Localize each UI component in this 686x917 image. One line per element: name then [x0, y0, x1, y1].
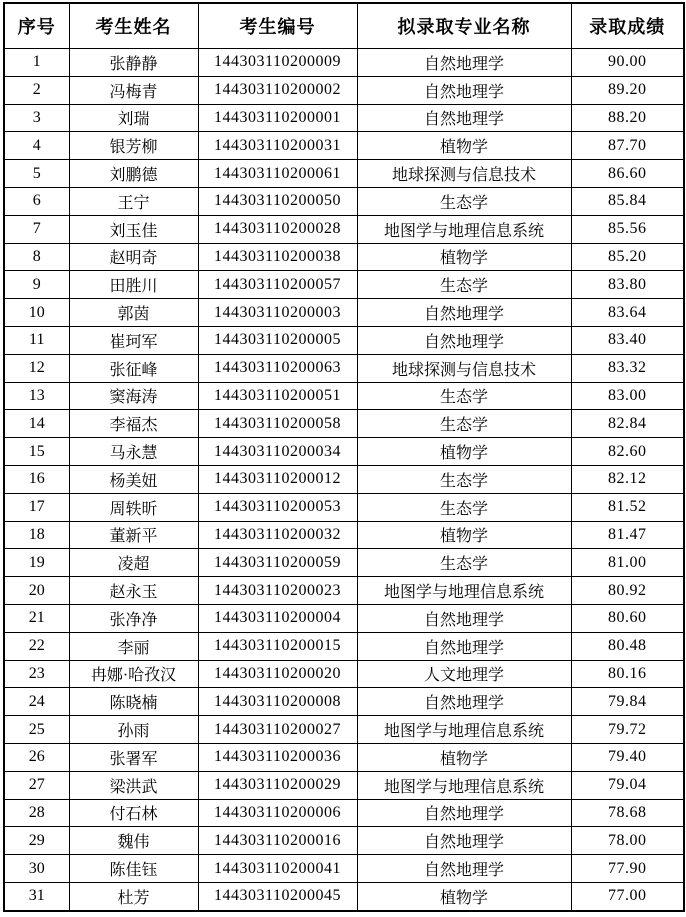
row-index-cell: 22 [4, 632, 69, 660]
candidate-name-cell: 凌超 [69, 549, 198, 577]
row-index-cell: 6 [4, 187, 69, 215]
candidate-name-cell: 刘玉佳 [69, 215, 198, 243]
candidate-id-cell: 144303110200050 [198, 187, 357, 215]
score-cell: 87.70 [571, 132, 684, 160]
row-index-cell: 2 [4, 76, 69, 104]
row-index-cell: 27 [4, 771, 69, 799]
row-index-cell: 17 [4, 493, 69, 521]
candidate-name-cell: 杜芳 [69, 882, 198, 910]
table-row [4, 354, 684, 382]
candidate-id-cell: 144303110200008 [198, 688, 357, 716]
table-header [4, 3, 684, 49]
candidate-id-cell: 144303110200020 [198, 660, 357, 688]
major-cell: 地图学与地理信息系统 [357, 716, 571, 744]
candidate-id-cell: 144303110200012 [198, 465, 357, 493]
column-header-id: 考生编号 [198, 3, 357, 49]
row-index-cell: 30 [4, 855, 69, 883]
major-cell: 生态学 [357, 382, 571, 410]
row-index-cell: 28 [4, 799, 69, 827]
column-header-name: 考生姓名 [69, 3, 198, 49]
score-cell: 77.90 [571, 855, 684, 883]
table-row [4, 132, 684, 160]
table-row [4, 660, 684, 688]
major-cell: 植物学 [357, 132, 571, 160]
table-row [4, 577, 684, 605]
row-index-cell: 10 [4, 299, 69, 327]
candidate-id-cell: 144303110200045 [198, 882, 357, 910]
table-row [4, 855, 684, 883]
major-cell: 植物学 [357, 243, 571, 271]
table-row [4, 799, 684, 827]
major-cell: 生态学 [357, 187, 571, 215]
major-cell: 自然地理学 [357, 632, 571, 660]
table-row [4, 882, 684, 910]
table-row [4, 243, 684, 271]
admission-results-table [3, 2, 685, 912]
score-cell: 86.60 [571, 160, 684, 188]
candidate-name-cell: 马永慧 [69, 438, 198, 466]
candidate-name-cell: 周轶昕 [69, 493, 198, 521]
candidate-id-cell: 144303110200038 [198, 243, 357, 271]
row-index-cell: 9 [4, 271, 69, 299]
candidate-id-cell: 144303110200032 [198, 521, 357, 549]
candidate-name-cell: 李丽 [69, 632, 198, 660]
score-cell: 78.68 [571, 799, 684, 827]
row-index-cell: 11 [4, 326, 69, 354]
score-cell: 78.00 [571, 827, 684, 855]
candidate-name-cell: 银芳柳 [69, 132, 198, 160]
table-row [4, 549, 684, 577]
candidate-name-cell: 刘瑞 [69, 104, 198, 132]
table-row [4, 49, 684, 77]
row-index-cell: 7 [4, 215, 69, 243]
candidate-name-cell: 冯梅青 [69, 76, 198, 104]
score-cell: 85.56 [571, 215, 684, 243]
score-cell: 81.00 [571, 549, 684, 577]
candidate-name-cell: 冉娜·哈孜汉 [69, 660, 198, 688]
candidate-id-cell: 144303110200059 [198, 549, 357, 577]
major-cell: 人文地理学 [357, 660, 571, 688]
major-cell: 地图学与地理信息系统 [357, 215, 571, 243]
score-cell: 88.20 [571, 104, 684, 132]
candidate-name-cell: 赵永玉 [69, 577, 198, 605]
score-cell: 80.48 [571, 632, 684, 660]
candidate-name-cell: 张净净 [69, 604, 198, 632]
score-cell: 80.60 [571, 604, 684, 632]
table-row [4, 604, 684, 632]
column-header-score: 录取成绩 [571, 3, 684, 49]
candidate-id-cell: 144303110200058 [198, 410, 357, 438]
candidate-id-cell: 144303110200015 [198, 632, 357, 660]
table-row [4, 271, 684, 299]
score-cell: 81.47 [571, 521, 684, 549]
candidate-id-cell: 144303110200053 [198, 493, 357, 521]
major-cell: 自然地理学 [357, 799, 571, 827]
row-index-cell: 4 [4, 132, 69, 160]
candidate-name-cell: 张征峰 [69, 354, 198, 382]
row-index-cell: 20 [4, 577, 69, 605]
candidate-name-cell: 张署军 [69, 743, 198, 771]
major-cell: 地球探测与信息技术 [357, 354, 571, 382]
table-row [4, 299, 684, 327]
score-cell: 81.52 [571, 493, 684, 521]
candidate-id-cell: 144303110200004 [198, 604, 357, 632]
major-cell: 植物学 [357, 521, 571, 549]
row-index-cell: 15 [4, 438, 69, 466]
row-index-cell: 5 [4, 160, 69, 188]
major-cell: 地球探测与信息技术 [357, 160, 571, 188]
row-index-cell: 18 [4, 521, 69, 549]
candidate-id-cell: 144303110200031 [198, 132, 357, 160]
candidate-id-cell: 144303110200063 [198, 354, 357, 382]
score-cell: 82.60 [571, 438, 684, 466]
candidate-name-cell: 窦海涛 [69, 382, 198, 410]
candidate-id-cell: 144303110200029 [198, 771, 357, 799]
candidate-id-cell: 144303110200002 [198, 76, 357, 104]
major-cell: 自然地理学 [357, 76, 571, 104]
table-row [4, 493, 684, 521]
candidate-name-cell: 魏伟 [69, 827, 198, 855]
row-index-cell: 12 [4, 354, 69, 382]
candidate-id-cell: 144303110200016 [198, 827, 357, 855]
major-cell: 生态学 [357, 271, 571, 299]
major-cell: 自然地理学 [357, 299, 571, 327]
score-cell: 80.16 [571, 660, 684, 688]
score-cell: 79.40 [571, 743, 684, 771]
candidate-name-cell: 刘鹏德 [69, 160, 198, 188]
table-body [4, 49, 684, 911]
candidate-id-cell: 144303110200001 [198, 104, 357, 132]
candidate-name-cell: 付石林 [69, 799, 198, 827]
major-cell: 生态学 [357, 549, 571, 577]
score-cell: 83.00 [571, 382, 684, 410]
score-cell: 89.20 [571, 76, 684, 104]
candidate-name-cell: 王宁 [69, 187, 198, 215]
major-cell: 生态学 [357, 493, 571, 521]
header-row [4, 3, 684, 49]
row-index-cell: 31 [4, 882, 69, 910]
candidate-name-cell: 陈晓楠 [69, 688, 198, 716]
row-index-cell: 24 [4, 688, 69, 716]
score-cell: 79.72 [571, 716, 684, 744]
candidate-id-cell: 144303110200036 [198, 743, 357, 771]
major-cell: 生态学 [357, 410, 571, 438]
major-cell: 自然地理学 [357, 604, 571, 632]
row-index-cell: 29 [4, 827, 69, 855]
major-cell: 自然地理学 [357, 827, 571, 855]
table-row [4, 438, 684, 466]
candidate-name-cell: 陈佳钰 [69, 855, 198, 883]
table-row [4, 326, 684, 354]
major-cell: 自然地理学 [357, 855, 571, 883]
score-cell: 82.84 [571, 410, 684, 438]
major-cell: 植物学 [357, 438, 571, 466]
column-header-index: 序号 [4, 3, 69, 49]
major-cell: 地图学与地理信息系统 [357, 577, 571, 605]
candidate-id-cell: 144303110200034 [198, 438, 357, 466]
candidate-name-cell: 董新平 [69, 521, 198, 549]
table-row [4, 771, 684, 799]
major-cell: 地图学与地理信息系统 [357, 771, 571, 799]
candidate-id-cell: 144303110200028 [198, 215, 357, 243]
table-row [4, 160, 684, 188]
major-cell: 自然地理学 [357, 688, 571, 716]
candidate-id-cell: 144303110200009 [198, 49, 357, 77]
score-cell: 77.00 [571, 882, 684, 910]
table-row [4, 827, 684, 855]
table-row [4, 382, 684, 410]
candidate-name-cell: 田胜川 [69, 271, 198, 299]
row-index-cell: 13 [4, 382, 69, 410]
row-index-cell: 19 [4, 549, 69, 577]
candidate-id-cell: 144303110200023 [198, 577, 357, 605]
score-cell: 90.00 [571, 49, 684, 77]
score-cell: 85.20 [571, 243, 684, 271]
row-index-cell: 23 [4, 660, 69, 688]
table-row [4, 76, 684, 104]
column-header-major: 拟录取专业名称 [357, 3, 571, 49]
table-row [4, 187, 684, 215]
major-cell: 自然地理学 [357, 49, 571, 77]
row-index-cell: 21 [4, 604, 69, 632]
score-cell: 85.84 [571, 187, 684, 215]
candidate-name-cell: 梁洪武 [69, 771, 198, 799]
major-cell: 自然地理学 [357, 104, 571, 132]
score-cell: 83.80 [571, 271, 684, 299]
table-row [4, 215, 684, 243]
major-cell: 生态学 [357, 465, 571, 493]
candidate-name-cell: 杨美妞 [69, 465, 198, 493]
row-index-cell: 16 [4, 465, 69, 493]
candidate-id-cell: 144303110200051 [198, 382, 357, 410]
row-index-cell: 8 [4, 243, 69, 271]
candidate-id-cell: 144303110200057 [198, 271, 357, 299]
major-cell: 植物学 [357, 882, 571, 910]
candidate-id-cell: 144303110200005 [198, 326, 357, 354]
candidate-id-cell: 144303110200003 [198, 299, 357, 327]
candidate-id-cell: 144303110200027 [198, 716, 357, 744]
candidate-id-cell: 144303110200006 [198, 799, 357, 827]
row-index-cell: 3 [4, 104, 69, 132]
table-row [4, 521, 684, 549]
candidate-name-cell: 孙雨 [69, 716, 198, 744]
table-row [4, 743, 684, 771]
table-row [4, 716, 684, 744]
candidate-name-cell: 崔珂军 [69, 326, 198, 354]
score-cell: 83.40 [571, 326, 684, 354]
row-index-cell: 26 [4, 743, 69, 771]
row-index-cell: 14 [4, 410, 69, 438]
candidate-name-cell: 李福杰 [69, 410, 198, 438]
candidate-id-cell: 144303110200041 [198, 855, 357, 883]
row-index-cell: 25 [4, 716, 69, 744]
row-index-cell: 1 [4, 49, 69, 77]
score-cell: 82.12 [571, 465, 684, 493]
score-cell: 79.84 [571, 688, 684, 716]
major-cell: 植物学 [357, 743, 571, 771]
candidate-name-cell: 郭茵 [69, 299, 198, 327]
table-row [4, 104, 684, 132]
table-row [4, 632, 684, 660]
major-cell: 自然地理学 [357, 326, 571, 354]
score-cell: 83.64 [571, 299, 684, 327]
table-row [4, 410, 684, 438]
score-cell: 80.92 [571, 577, 684, 605]
score-cell: 79.04 [571, 771, 684, 799]
table-row [4, 688, 684, 716]
table-row [4, 465, 684, 493]
candidate-name-cell: 赵明奇 [69, 243, 198, 271]
candidate-id-cell: 144303110200061 [198, 160, 357, 188]
candidate-name-cell: 张静静 [69, 49, 198, 77]
score-cell: 83.32 [571, 354, 684, 382]
